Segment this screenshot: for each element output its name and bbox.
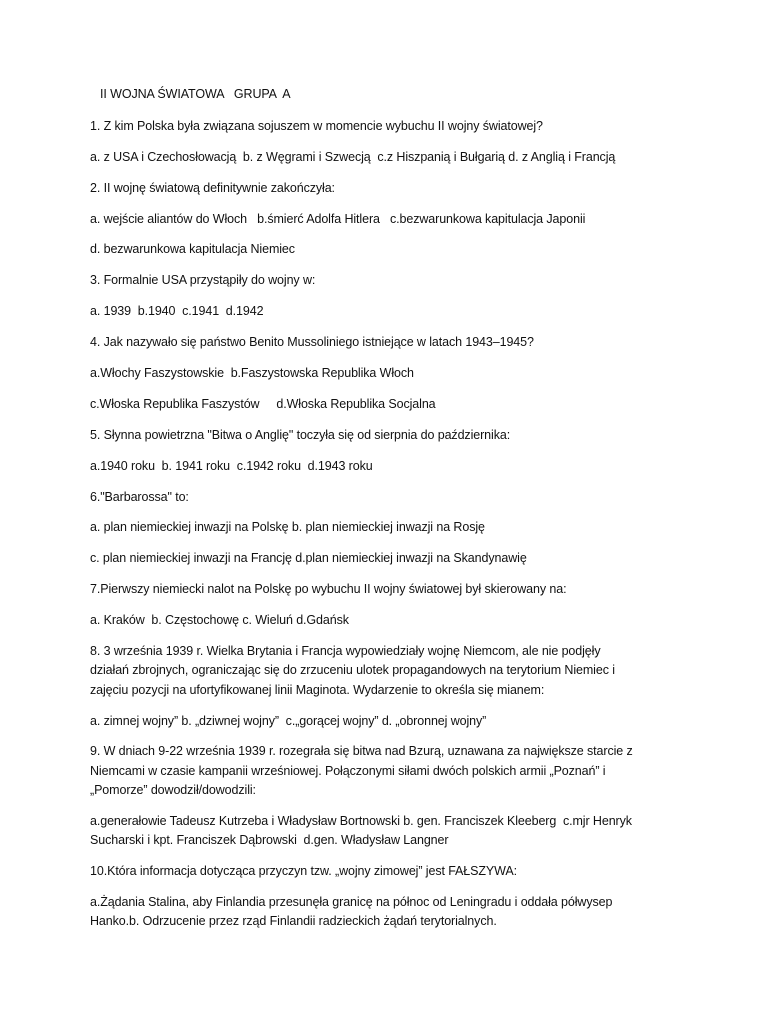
question-9-line-1: 9. W dniach 9-22 września 1939 r. rozegrała się bitwa nad Bzurą, uznawana za największe starcie z [90, 744, 633, 758]
answers-2-line-2: d. bezwarunkowa kapitulacja Niemiec [90, 242, 295, 256]
document-title: II WOJNA ŚWIATOWA GRUPA A [100, 87, 291, 101]
answers-10-line-2: Hanko.b. Odrzucenie przez rząd Finlandii radzieckich żądań terytorialnych. [90, 914, 497, 928]
answers-4-line-2: c.Włoska Republika Faszystów d.Włoska Republika Socjalna [90, 397, 436, 411]
answers-6-line-1: a. plan niemieckiej inwazji na Polskę b. plan niemieckiej inwazji na Rosję [90, 520, 485, 534]
answers-1: a. z USA i Czechosłowacją b. z Węgrami i Szwecją c.z Hiszpanią i Bułgarią d. z Anglią i Francją [90, 150, 616, 164]
answers-4-line-1: a.Włochy Faszystowskie b.Faszystowska Republika Włoch [90, 366, 414, 380]
answers-2-line-1: a. wejście aliantów do Włoch b.śmierć Adolfa Hitlera c.bezwarunkowa kapitulacja Japonii [90, 212, 586, 226]
question-2: 2. II wojnę światową definitywnie zakończyła: [90, 181, 335, 195]
question-8-line-1: 8. 3 września 1939 r. Wielka Brytania i Francja wypowiedziały wojnę Niemcom, ale nie podjęły [90, 644, 601, 658]
answers-7: a. Kraków b. Częstochowę c. Wieluń d.Gdańsk [90, 613, 349, 627]
answers-6-line-2: c. plan niemieckiej inwazji na Francję d.plan niemieckiej inwazji na Skandynawię [90, 551, 527, 565]
question-4: 4. Jak nazywało się państwo Benito Mussoliniego istniejące w latach 1943–1945? [90, 335, 534, 349]
question-8-line-3: zajęciu pozycji na ufortyfikowanej linii Maginota. Wydarzenie to określa się mianem: [90, 683, 545, 697]
question-8-line-2: działań zbrojnych, ograniczając się do zrzuceniu ulotek propagandowych na terytorium Niemiec i [90, 663, 615, 677]
question-5: 5. Słynna powietrzna "Bitwa o Anglię" toczyła się od sierpnia do października: [90, 428, 511, 442]
question-7: 7.Pierwszy niemiecki nalot na Polskę po wybuchu II wojny światowej był skierowany na: [90, 582, 567, 596]
answers-5: a.1940 roku b. 1941 roku c.1942 roku d.1943 roku [90, 459, 373, 473]
answers-3: a. 1939 b.1940 c.1941 d.1942 [90, 304, 264, 318]
question-9-line-3: „Pomorze” dowodził/dowodzili: [90, 783, 256, 797]
answers-10-line-1: a.Żądania Stalina, aby Finlandia przesunęła granicę na północ od Leningradu i oddała półwysep [90, 895, 613, 909]
question-9-line-2: Niemcami w czasie kampanii wrześniowej. Połączonymi siłami dwóch polskich armii „Poznań” i [90, 764, 606, 778]
answers-8: a. zimnej wojny” b. „dziwnej wojny” c.„gorącej wojny” d. „obronnej wojny” [90, 714, 487, 728]
answers-9-line-1: a.generałowie Tadeusz Kutrzeba i Władysław Bortnowski b. gen. Franciszek Kleeberg c.mjr Henryk [90, 814, 632, 828]
answers-9-line-2: Sucharski i kpt. Franciszek Dąbrowski d.gen. Władysław Langner [90, 833, 449, 847]
question-3: 3. Formalnie USA przystąpiły do wojny w: [90, 273, 316, 287]
question-6: 6."Barbarossa" to: [90, 490, 189, 504]
question-10: 10.Która informacja dotycząca przyczyn tzw. „wojny zimowej” jest FAŁSZYWA: [90, 864, 518, 878]
question-1: 1. Z kim Polska była związana sojuszem w momencie wybuchu II wojny światowej? [90, 119, 543, 133]
